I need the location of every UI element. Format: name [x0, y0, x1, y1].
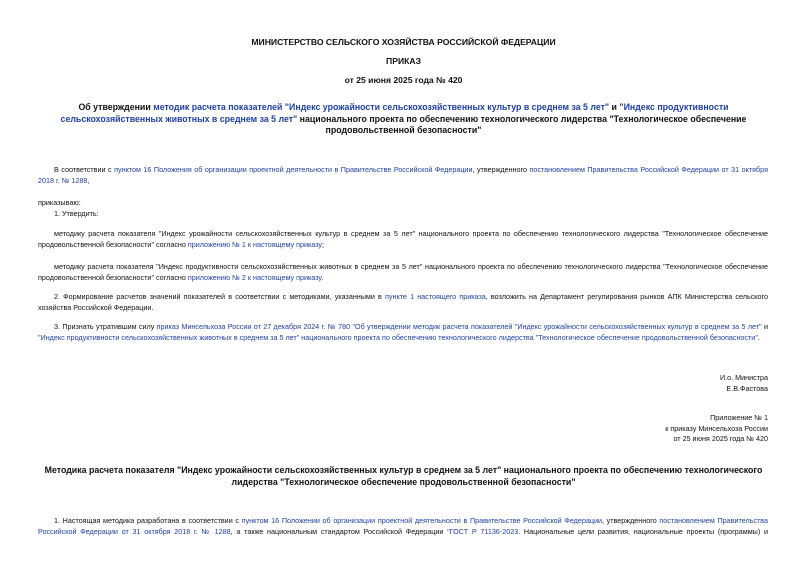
title-prefix: Об утверждении — [78, 102, 154, 112]
item-3-end: . — [757, 332, 760, 342]
method-2-line-2: продовольственной безопасности" согласно — [38, 272, 188, 282]
method-2-line-1: методику расчета показателя "Индекс продуктивности сельскохозяйственных животных в среднем за 5 лет" национального проекта по обеспечению технологического лидерства "Технологическое обеспечение — [54, 262, 768, 271]
preamble-end: , — [87, 175, 90, 185]
preamble-link-decree[interactable]: постановлением Правительства Российской Федерации от 31 октября — [529, 165, 768, 174]
appendix-header — [665, 413, 768, 445]
signature-name: Е.В.Фастова — [726, 383, 768, 393]
preamble-link-regulation[interactable]: пунктом 16 Положения об организации проектной деятельности в Правительстве Российской Федерации — [114, 165, 473, 174]
preamble-intro: В соответствии с — [54, 165, 115, 174]
method-p1-end: . Национальные цели развития, национальные проекты (программы) и — [518, 526, 768, 536]
item-2-line-2: хозяйства Российской Федерации. — [38, 302, 154, 312]
method-p1-link-gost[interactable]: "ГОСТ Р 71136-2023 — [447, 526, 519, 536]
title-link-methods[interactable]: методик расчета показателей "Индекс урожайности сельскохозяйственных культур в среднем за 5 лет" — [153, 102, 610, 112]
document-title — [0, 102, 807, 137]
method-2-appendix-link[interactable]: приложению № 2 к настоящему приказу — [187, 272, 322, 282]
preamble-link-decree-cont[interactable]: 2018 г. № 1288 — [38, 175, 88, 185]
method-1-paragraph — [38, 229, 768, 250]
signature-block — [720, 373, 768, 394]
preamble-mid: , утвержденного — [472, 165, 530, 174]
title-line-3: продовольственной безопасности" — [325, 125, 482, 135]
item-2-pre: 2. Формирование расчетов значений показателей в соответствии с методиками, указанными в — [54, 292, 386, 301]
method-p1-link-regulation[interactable]: пунктом 16 Положении об организации проектной деятельности в Правительстве Российской Федерации — [241, 516, 602, 525]
appendix-date: от 25 июня 2025 года № 420 — [673, 434, 768, 443]
method-2-paragraph — [38, 262, 768, 283]
preamble-paragraph — [38, 165, 768, 186]
item-3-link-order-cont[interactable]: "Индекс продуктивности сельскохозяйственных животных в среднем за 5 лет" национального проекта по обеспечению технологического лидерства "Технологическое обеспечение продовольственной безопасности" — [38, 332, 758, 342]
title-line-2 — [0, 114, 807, 126]
method-1-appendix-link[interactable]: приложению № 1 к настоящему приказу — [187, 239, 323, 249]
method-1-line-2: продовольственной безопасности" согласно — [38, 239, 188, 249]
title-conjunction: и — [609, 102, 620, 112]
method-p1-link-decree-cont[interactable]: Российской Федерации от 31 октября 2018 г. № 1288 — [38, 526, 231, 536]
item-1: 1. Утвердить: — [54, 209, 99, 218]
method-p1-pre: 1. Настоящая методика разработана в соответствии с — [54, 516, 242, 525]
method-1-end: ; — [322, 239, 325, 249]
item-2-paragraph — [38, 292, 768, 313]
title-link-productivity[interactable]: "Индекс продуктивности — [619, 102, 729, 112]
title-link-productivity-cont[interactable]: сельскохозяйственных животных в среднем за 5 лет" — [60, 113, 298, 124]
item-2-link[interactable]: пункте 1 настоящего приказа — [385, 292, 486, 301]
item-3-mid: и — [761, 322, 768, 331]
item-3-paragraph — [38, 322, 768, 343]
method-p1-mid: , утвержденного — [602, 516, 660, 525]
document-date-number: от 25 июня 2025 года № 420 — [344, 75, 463, 85]
method-1-line-1: методику расчета показателя "Индекс урожайности сельскохозяйственных культур в среднем за 5 лет" национального проекта по обеспечению технологического лидерства "Технологическое обеспечение — [54, 229, 768, 238]
title-line-1 — [0, 102, 807, 114]
method-title — [0, 465, 807, 488]
item-2-post: , возложить на Департамент регулирования рынков АПК Министерства сельского — [485, 292, 768, 301]
order-word: приказываю: — [38, 198, 81, 207]
appendix-label: Приложение № 1 — [710, 413, 768, 422]
signature-position: И.о. Министра — [719, 373, 768, 382]
method-2-end: . — [321, 272, 324, 282]
method-paragraph-1 — [38, 516, 768, 537]
document-type: ПРИКАЗ — [386, 56, 421, 66]
appendix-to-order: к приказу Минсельхоза России — [665, 423, 768, 433]
method-title-line-2: лидерства "Технологическое обеспечение продовольственной безопасности" — [231, 476, 576, 487]
item-3-link-order[interactable]: приказ Минсельхоза России от 27 декабря 2024 г. № 780 "Об утверждении методик расчета показателей "Индекс урожайности сельскохозяйственных культур в среднем за 5 лет" — [156, 322, 762, 331]
method-p1-mid2: , а также национальным стандартом Российской Федерации — [230, 526, 448, 536]
ministry-heading: МИНИСТЕРСТВО СЕЛЬСКОГО ХОЗЯЙСТВА РОССИЙСКОЙ ФЕДЕРАЦИИ — [251, 37, 556, 47]
method-p1-link-decree[interactable]: постановлением Правительства — [659, 516, 768, 525]
item-3-pre: 3. Признать утратившим силу — [54, 322, 157, 331]
title-line-2-rest: национального проекта по обеспечению технологического лидерства "Технологическое обеспечение — [297, 113, 747, 124]
method-title-line-1: Методика расчета показателя "Индекс урожайности сельскохозяйственных культур в среднем за 5 лет" национального проекта по обеспечению технологического — [44, 465, 763, 475]
